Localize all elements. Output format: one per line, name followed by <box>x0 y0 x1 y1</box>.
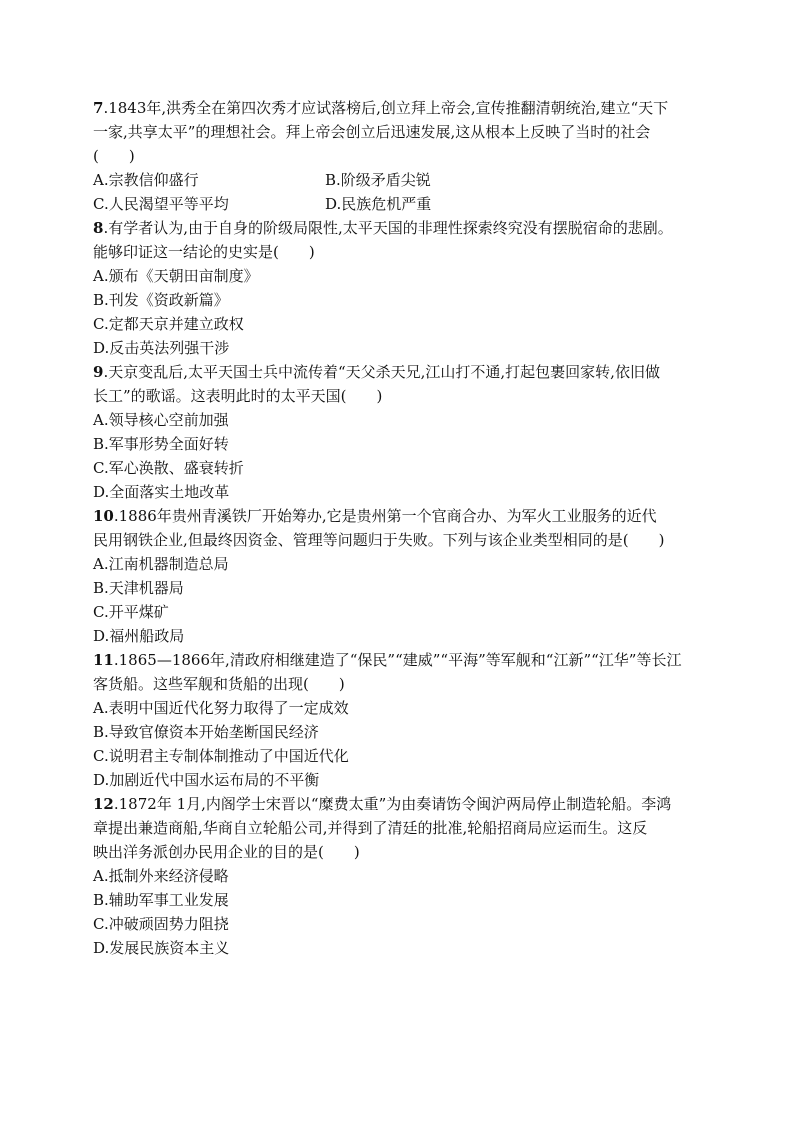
option-c: C.定都天京并建立政权 <box>93 315 244 333</box>
option-a: A.领导核心空前加强 <box>93 411 229 429</box>
question-stem-line: 客货船。这些军舰和货船的出现( ) <box>93 675 345 693</box>
question-number: 8 <box>93 219 104 237</box>
question-11 <box>93 648 714 792</box>
option-b: B.阶级矛盾尖锐 <box>325 171 431 189</box>
option-a: A.宗教信仰盛行 <box>93 171 199 189</box>
option-row <box>93 168 714 192</box>
question-stem-text: .1886年贵州青溪铁厂开始筹办,它是贵州第一个官商合办、为军火工业服务的近代 <box>113 507 657 525</box>
question-stem-line: 章提出兼造商船,华商自立轮船公司,并得到了清廷的批准,轮船招商局应运而生。这反 <box>93 819 648 837</box>
option-a: A.抵制外来经济侵略 <box>93 867 229 885</box>
option-b: B.辅助军事工业发展 <box>93 891 229 909</box>
option-b: B.天津机器局 <box>93 579 184 597</box>
question-8 <box>93 216 714 360</box>
answer-blank: ( ) <box>93 147 135 165</box>
option-c: C.开平煤矿 <box>93 603 169 621</box>
option-c: C.冲破顽固势力阻挠 <box>93 915 229 933</box>
option-a: A.颁布《天朝田亩制度》 <box>93 267 259 285</box>
option-d: D.发展民族资本主义 <box>93 939 230 957</box>
option-row <box>93 192 714 216</box>
option-d: D.福州船政局 <box>93 627 185 645</box>
option-d: D.民族危机严重 <box>325 195 432 213</box>
question-10 <box>93 504 714 648</box>
question-stem-line: 民用钢铁企业,但最终因资金、管理等问题归于失败。下列与该企业类型相同的是( ) <box>93 531 665 549</box>
question-stem-line <box>93 504 714 528</box>
option-a: A.表明中国近代化努力取得了一定成效 <box>93 699 349 717</box>
question-stem-text: .1843年,洪秀全在第四次秀才应试落榜后,创立拜上帝会,宣传推翻清朝统治,建立“天下 <box>103 99 669 117</box>
question-stem-line <box>93 648 714 672</box>
question-stem-line: 映出洋务派创办民用企业的目的是( ) <box>93 843 360 861</box>
question-stem-line: 一家,共享太平”的理想社会。拜上帝会创立后迅速发展,这从根本上反映了当时的社会 <box>93 123 651 141</box>
option-c: C.人民渴望平等平均 <box>93 195 229 213</box>
question-stem-line: 长工”的歌谣。这表明此时的太平天国( ) <box>93 387 383 405</box>
question-number: 7 <box>93 99 104 117</box>
option-d: D.全面落实土地改革 <box>93 483 230 501</box>
option-c: C.军心涣散、盛衰转折 <box>93 459 244 477</box>
question-stem-line: 能够印证这一结论的史实是( ) <box>93 243 315 261</box>
option-b: B.军事形势全面好转 <box>93 435 229 453</box>
question-stem-text: .天京变乱后,太平天国士兵中流传着“天父杀天兄,江山打不通,打起包裹回家转,依旧做 <box>103 363 660 381</box>
option-d: D.加剧近代中国水运布局的不平衡 <box>93 771 320 789</box>
question-stem-line <box>93 216 714 240</box>
option-b: B.刊发《资政新篇》 <box>93 291 229 309</box>
question-number: 10 <box>93 507 114 525</box>
option-c: C.说明君主专制体制推动了中国近代化 <box>93 747 349 765</box>
question-stem-line <box>93 792 714 816</box>
question-9 <box>93 360 714 504</box>
question-12 <box>93 792 714 960</box>
question-stem-text: .1872年 1月,内阁学士宋晋以“糜费太重”为由奏请饬令闽沪两局停止制造轮船。李鸿 <box>113 795 672 813</box>
option-a: A.江南机器制造总局 <box>93 555 229 573</box>
question-number: 9 <box>93 363 104 381</box>
question-stem-text: .有学者认为,由于自身的阶级局限性,太平天国的非理性探索终究没有摆脱宿命的悲剧。 <box>103 219 673 237</box>
question-stem-line <box>93 360 714 384</box>
question-stem-text: .1865—1866年,清政府相继建造了“保民”“建威”“平海”等军舰和“江新”“江华”等长江 <box>113 651 682 669</box>
question-number: 11 <box>93 651 114 669</box>
question-stem-line <box>93 96 714 120</box>
option-b: B.导致官僚资本开始垄断国民经济 <box>93 723 319 741</box>
option-d: D.反击英法列强干涉 <box>93 339 230 357</box>
question-7 <box>93 96 714 216</box>
question-number: 12 <box>93 795 114 813</box>
